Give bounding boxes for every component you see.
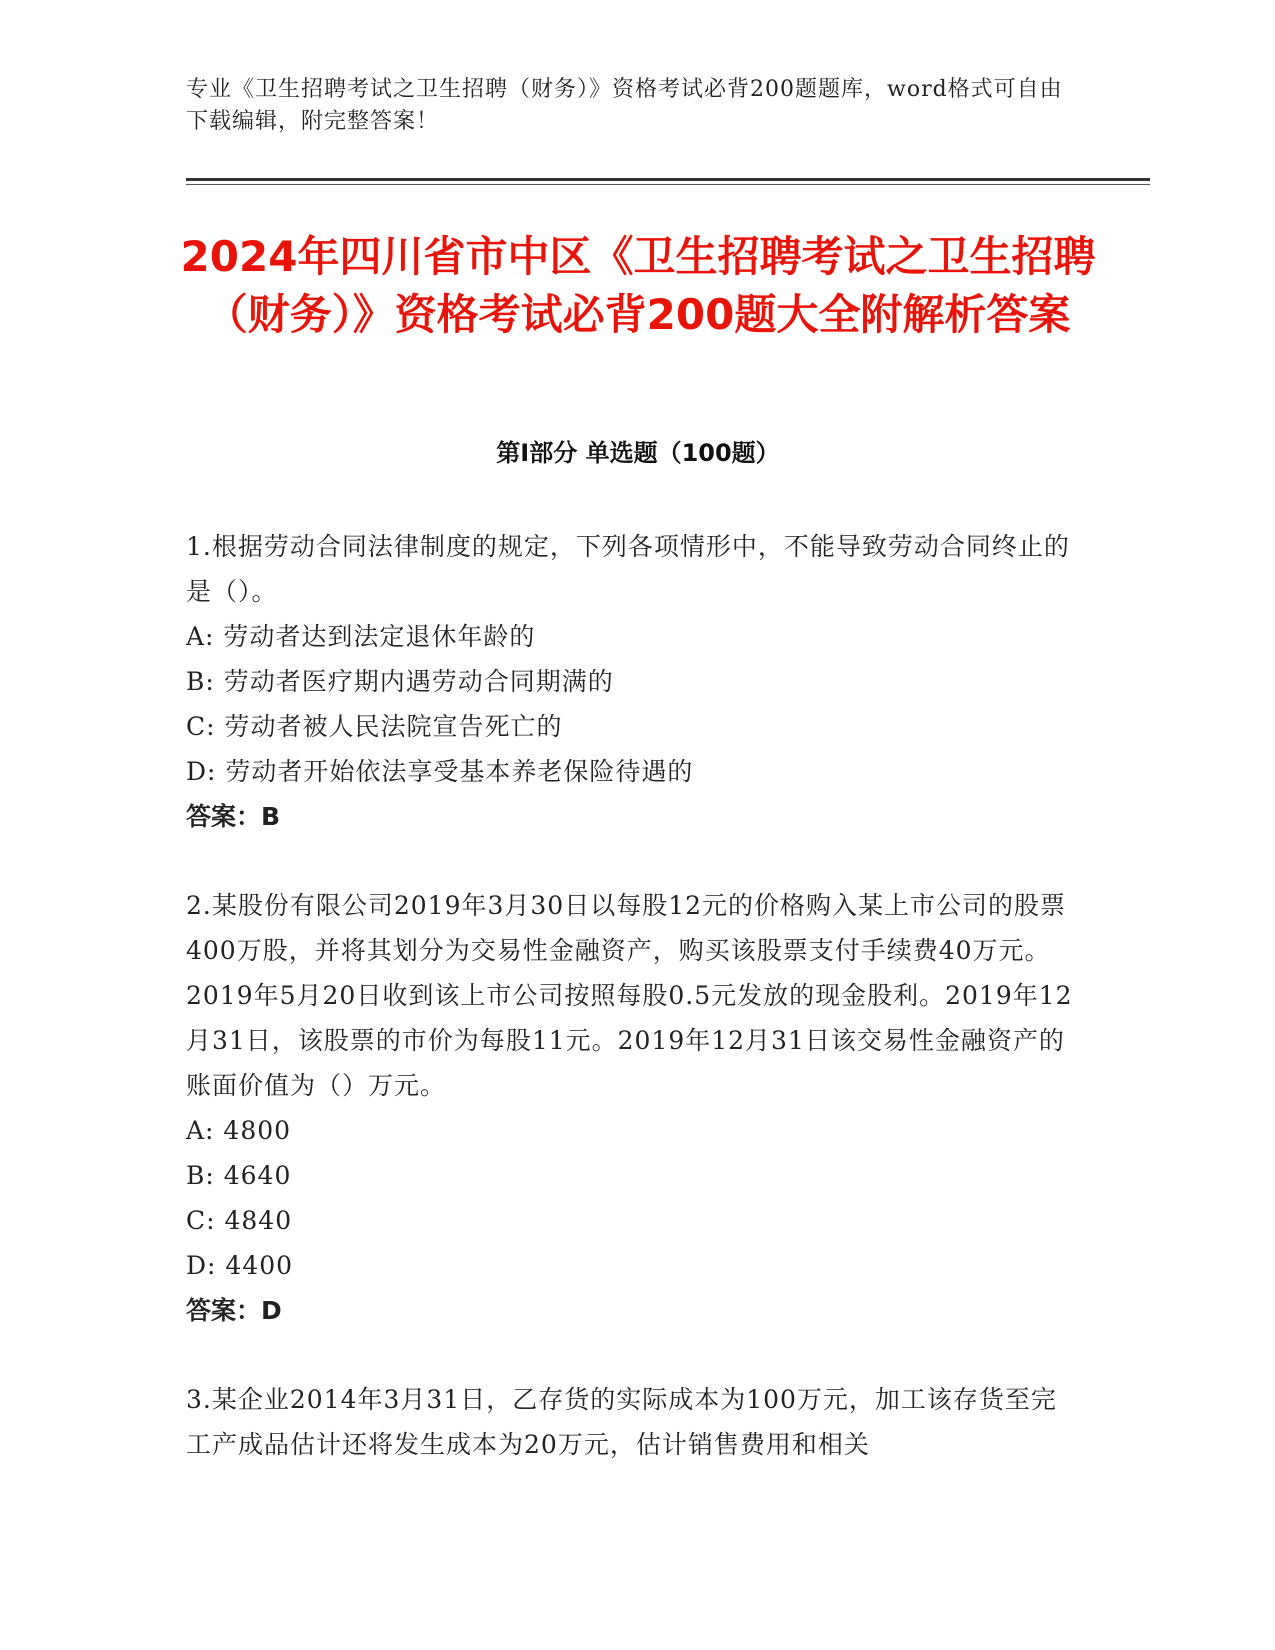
section-title: 第I部分 单选题（100题） [496, 439, 780, 467]
answer-label: 答案：D [186, 1296, 282, 1325]
question-2 [186, 883, 1080, 1333]
option-d: D: 4400 [186, 1251, 294, 1280]
option-b: B: 4640 [186, 1161, 292, 1190]
question-list [186, 524, 1080, 1511]
answer-label: 答案：B [186, 802, 281, 831]
question-1 [186, 524, 1080, 839]
option-c: C: 劳动者被人民法院宣告死亡的 [186, 712, 563, 741]
header-note: 专业《卫生招聘考试之卫生招聘（财务）》资格考试必背200题题库，word格式可自由下载编辑，附完整答案！ [186, 77, 1063, 134]
question-stem: 2.某股份有限公司2019年3月30日以每股12元的价格购入某上市公司的股票400万股，并将其划分为交易性金融资产，购买该股票支付手续费40万元。2019年5月20日收到该上市公司按照每股0.5元发放的现金股利。2019年12月31日，该股票的市价为每股11元。2019年12月31日该交易性金融资产的账面价值为（）万元。 [186, 891, 1073, 1100]
document-title: 2024年四川省市中区《卫生招聘考试之卫生招聘（财务）》资格考试必背200题大全附解析答案 [180, 232, 1096, 339]
option-c: C: 4840 [186, 1206, 293, 1235]
header-rule-thin [186, 184, 1150, 185]
header-rule-thick [186, 178, 1150, 181]
option-b: B: 劳动者医疗期内遇劳动合同期满的 [186, 667, 614, 696]
question-stem: 3.某企业2014年3月31日，乙存货的实际成本为100万元，加工该存货至完工产成品估计还将发生成本为20万元，估计销售费用和相关 [186, 1385, 1057, 1459]
question-stem: 1.根据劳动合同法律制度的规定，下列各项情形中，不能导致劳动合同终止的是（）。 [186, 532, 1070, 606]
option-a: A: 4800 [186, 1116, 292, 1145]
question-3 [186, 1377, 1080, 1467]
option-d: D: 劳动者开始依法享受基本养老保险待遇的 [186, 757, 694, 786]
option-a: A: 劳动者达到法定退休年龄的 [186, 622, 536, 651]
